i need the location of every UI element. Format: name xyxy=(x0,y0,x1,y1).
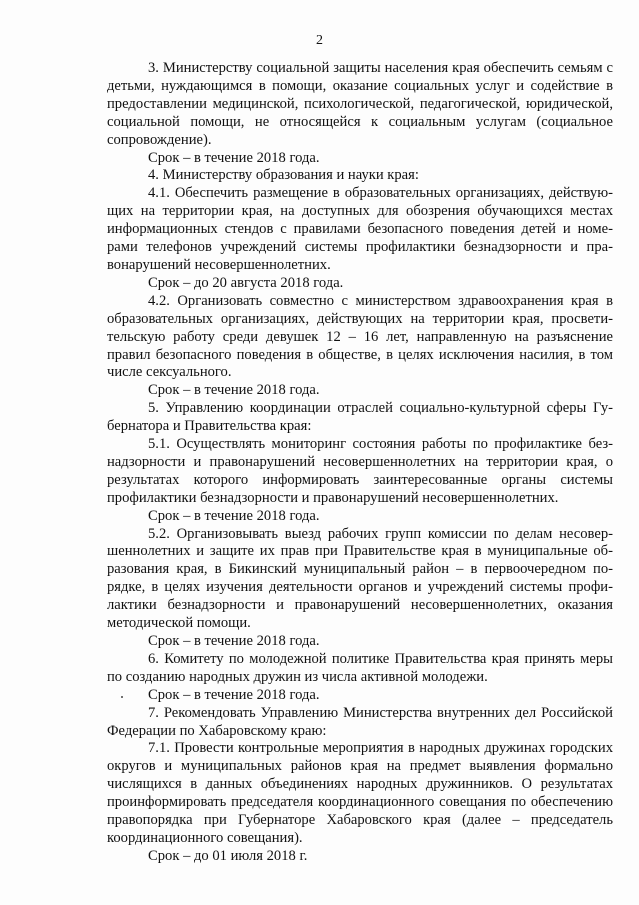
paragraph-item-5: 5. Управлению координации отраслей социально-культурной сферы Губернатора и Правительства края: xyxy=(107,400,613,435)
paragraph-item-4: 4. Министерству образования и науки края: xyxy=(148,167,419,184)
paragraph-item-4-1: 4.1. Обеспечить размещение в образовательных организациях, действующих на территории края, на доступных для обозрения обучающихся местах информационных стендов с правилами безопасного поведения детей и номерами телефонов учреждений системы профилактики безнадзорности и правонарушений несовершеннолетних. xyxy=(107,185,613,273)
deadline-item-4-1: Срок – до 20 августа 2018 года. xyxy=(148,274,344,291)
deadline-item-3: Срок – в течение 2018 года. xyxy=(148,149,320,166)
paragraph-item-6: 6. Комитету по молодежной политике Правительства края принять меры по созданию народных дружин из числа активной молодежи. xyxy=(107,650,613,685)
paragraph-item-3: 3. Министерству социальной защиты населения края обеспечить семьям с детьми, нуждающимся в помощи, оказание социальных услуг и содействие в предоставлении медицинской, психологической, педагогической, юридической, социальной помощи, не относящейся к социальным услугам (социальное сопровождение). xyxy=(107,60,613,148)
scan-speck xyxy=(121,696,123,698)
deadline-item-7-1: Срок – до 01 июля 2018 г. xyxy=(148,847,308,864)
document-body xyxy=(107,60,613,866)
deadline-item-5-1: Срок – в течение 2018 года. xyxy=(148,507,320,524)
paragraph-item-5-1: 5.1. Осуществлять мониторинг состояния работы по профилактике безнадзорности и правонарушений несовершеннолетних на территории края, о результатах которого информировать заинтересованные органы системы профилактики безнадзорности и правонарушений несовершеннолетних. xyxy=(107,436,613,506)
paragraph-item-5-2: 5.2. Организовывать выезд рабочих групп комиссии по делам несовершеннолетних и защите их прав при Правительстве края в муниципальные образования края, в Бикинский муниципальный район – в первоочередном порядке, в целях изучения деятельности органов и учреждений системы профилактики безнадзорности и правонарушений несовершеннолетних, оказания методической помощи. xyxy=(107,525,613,632)
deadline-item-6: Срок – в течение 2018 года. xyxy=(148,686,320,703)
paragraph-item-7: 7. Рекомендовать Управлению Министерства внутренних дел Российской Федерации по Хабаровскому краю: xyxy=(107,704,613,739)
paragraph-item-4-2: 4.2. Организовать совместно с министерством здравоохранения края в образовательных организациях, действующих на территории края, просветительскую работу среди девушек 12 – 16 лет, направленную на разъяснение правил безопасного поведения в обществе, в целях исключения насилия, в том числе сексуального. xyxy=(107,292,613,381)
deadline-item-4-2: Срок – в течение 2018 года. xyxy=(148,382,320,399)
page-number: 2 xyxy=(316,33,323,48)
deadline-item-5-2: Срок – в течение 2018 года. xyxy=(148,633,320,649)
paragraph-item-7-1: 7.1. Провести контрольные мероприятия в народных дружинах городских округов и муниципальных районов края на предмет выявления формально числящихся в данных объединениях народных дружинников. О результатах проинформировать председателя координационного совещания по обеспечению правопорядка при Губернаторе Хабаровского края (далее – председатель координационного совещания). xyxy=(107,740,613,846)
